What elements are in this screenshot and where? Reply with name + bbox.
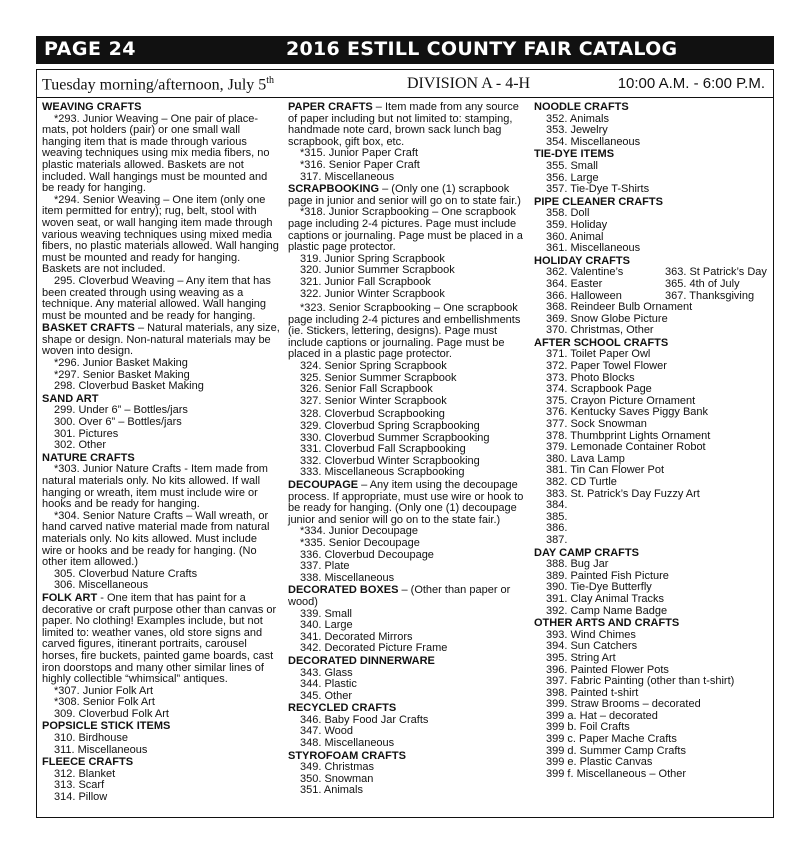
section-heading	[42, 593, 280, 686]
list-item: 372. Paper Towel Flower	[546, 360, 667, 373]
section-heading	[288, 102, 524, 148]
list-item: 330. Cloverbud Summer Scrapbooking	[300, 431, 490, 444]
section-title: SAND ART	[42, 392, 99, 405]
list-item: 368. Reindeer Bulb Ornament	[546, 301, 693, 314]
list-item: 378. Thumbprint Lights Ornament	[546, 429, 711, 442]
list-item: 365. 4th of July	[665, 277, 740, 290]
list-item: 356. Large	[546, 171, 599, 184]
list-item: 360. Animal	[546, 230, 604, 243]
list-item: 310. Birdhouse	[54, 732, 128, 745]
section-weaving	[42, 102, 280, 322]
class-295: 295. Cloverbud Weaving – Any item that has been created through using weaving as a technique. Any material allowed. Wall hanging must be mounted and be ready for hanging.	[42, 274, 271, 322]
section-desc: – (Other than paper or wood)	[288, 584, 511, 608]
list-item: 399 a. Hat – decorated	[546, 709, 658, 722]
list-item: 346. Baby Food Jar Crafts	[300, 713, 429, 726]
class-303: *303. Junior Nature Crafts - Item made from natural materials only. No kits allowed. If wall hanging or wreath, item must include wire or hooks and be ready for hanging.	[42, 463, 268, 511]
list-item: *308. Senior Folk Art	[54, 696, 155, 709]
column-3	[534, 101, 772, 780]
list-item: 367. Thanksgiving	[665, 289, 755, 302]
section-title: DECOUPAGE	[288, 479, 359, 491]
list-item: 309. Cloverbud Folk Art	[54, 707, 169, 720]
schedule-day-suffix: th	[266, 75, 275, 86]
section-scrapbooking	[288, 184, 524, 479]
list-item: 321. Junior Fall Scrapbook	[300, 275, 431, 288]
class-304: *304. Senior Nature Crafts – Wall wreath, or hand carved native material made from natural materials only. No kits allowed. Must include wire or hooks and be ready for hanging. (No other item allowed.)	[42, 509, 270, 569]
list-item: 336. Cloverbud Decoupage	[300, 548, 434, 561]
list-item: 389. Painted Fish Picture	[546, 569, 669, 582]
list-item: 399 d. Summer Camp Crafts	[546, 744, 686, 757]
section-recycled	[288, 703, 524, 749]
list-item: 348. Miscellaneous	[300, 737, 395, 750]
list-item: 393. Wind Chimes	[546, 628, 636, 641]
section-basket	[42, 323, 280, 393]
section-tie-dye	[534, 149, 772, 195]
list-item: *307. Junior Folk Art	[54, 684, 154, 697]
section-title: NATURE CRAFTS	[42, 451, 135, 464]
section-title: NOODLE CRAFTS	[534, 101, 629, 113]
list-item: 313. Scarf	[54, 779, 105, 792]
list-item: *316. Senior Paper Craft	[300, 158, 420, 171]
list-item: 380. Lava Lamp	[546, 452, 625, 465]
section-desc: – Any item using the decoupage process. If appropriate, must use wire or hook to be ready for hanging. (Only one (1) decoupage junior and senior will go on to the state fair.)	[288, 479, 524, 526]
list-item: 347. Wood	[300, 725, 354, 738]
list-item: 332. Cloverbud Winter Scrapbooking	[300, 454, 480, 467]
list-item: 376. Kentucky Saves Piggy Bank	[546, 406, 709, 419]
list-item: 385.	[546, 510, 568, 523]
section-title: DAY CAMP CRAFTS	[534, 546, 639, 559]
list-item: 317. Miscellaneous	[300, 170, 395, 183]
page-banner	[36, 36, 774, 64]
list-item: 395. String Art	[546, 651, 616, 664]
list-item: 391. Clay Animal Tracks	[546, 592, 664, 605]
list-item: 383. St. Patrick’s Day Fuzzy Art	[546, 487, 700, 500]
list-item: 339. Small	[300, 607, 352, 620]
column-1	[42, 101, 280, 804]
list-item: 326. Senior Fall Scrapbook	[300, 383, 433, 396]
section-noodle	[534, 102, 772, 148]
section-desc: - One item that has paint for a decorative or craft purpose other than canvas or paper. No clothing! Examples include, but not limited to: weather vanes, old store signs and carved figures, itinerant portraits, carousel horses, fire buckets, painted game boards, cast iron doorstops and many other similar lines of highly collectible “whimsical” antiques.	[42, 591, 277, 686]
section-holiday	[534, 256, 772, 337]
list-item: 369. Snow Globe Picture	[546, 312, 668, 325]
list-item: 351. Animals	[300, 784, 363, 797]
section-heading	[42, 323, 280, 358]
list-item: 362. Valentine’s	[546, 266, 624, 279]
list-item: 342. Decorated Picture Frame	[300, 642, 448, 655]
section-title: FOLK ART	[42, 591, 98, 604]
list-item: 306. Miscellaneous	[54, 579, 149, 592]
section-title: DECORATED BOXES	[288, 584, 399, 597]
list-item: 331. Cloverbud Fall Scrapbooking	[300, 443, 466, 456]
column-2	[288, 101, 524, 797]
schedule-day-text: Tuesday morning/afternoon, July 5	[42, 76, 267, 94]
list-item: 314. Pillow	[54, 791, 108, 804]
list-item: 399 e. Plastic Canvas	[546, 756, 653, 769]
list-item: 375. Crayon Picture Ornament	[546, 394, 696, 407]
section-title: POPSICLE STICK ITEMS	[42, 720, 171, 733]
list-item: *315. Junior Paper Craft	[300, 147, 419, 160]
section-other-arts	[534, 618, 772, 780]
catalog-title: 2016 ESTILL COUNTY FAIR CATALOG	[286, 38, 678, 60]
list-item: *297. Senior Basket Making	[54, 368, 190, 381]
list-item: 298. Cloverbud Basket Making	[54, 380, 204, 393]
list-item: 399. Straw Brooms – decorated	[546, 698, 701, 711]
schedule-day	[42, 75, 274, 94]
section-title: PIPE CLEANER CRAFTS	[534, 195, 663, 208]
list-item: 384.	[546, 499, 568, 512]
list-item: 312. Blanket	[54, 767, 116, 780]
section-popsicle	[42, 721, 280, 756]
section-paper	[288, 102, 524, 183]
section-title: BASKET CRAFTS	[42, 322, 135, 335]
list-item: *296. Junior Basket Making	[54, 357, 188, 370]
list-item: 392. Camp Name Badge	[546, 604, 668, 617]
list-item: 305. Cloverbud Nature Crafts	[54, 567, 198, 580]
class-293: *293. Junior Weaving – One pair of place-mats, pot holders (pair) or one small wall hanging item that is made through various weaving techniques using mix media fibers, no plastic materials allowed. Baskets are not included. Wall hangings must be mounted and be ready for hanging.	[42, 112, 270, 195]
section-desc: – Item made from any source of paper including but not limited to: stamping, handmade note card, brown sack lunch bag scrapbook, gift box, etc.	[288, 101, 519, 148]
list-item: 344. Plastic	[300, 678, 357, 691]
section-title: SCRAPBOOKING	[288, 183, 380, 196]
list-item: 388. Bug Jar	[546, 558, 609, 571]
section-title: OTHER ARTS AND CRAFTS	[534, 617, 680, 630]
list-item: 361. Miscellaneous	[546, 242, 641, 255]
list-item: 357. Tie-Dye T-Shirts	[546, 183, 650, 196]
section-decorated-boxes	[288, 585, 524, 655]
section-styrofoam	[288, 751, 524, 797]
list-item: 366. Halloween	[546, 289, 622, 302]
list-item: 394. Sun Catchers	[546, 640, 638, 653]
list-item: 300. Over 6” – Bottles/jars	[54, 416, 182, 429]
list-item: 349. Christmas	[300, 761, 374, 774]
list-item: 359. Holiday	[546, 218, 608, 231]
list-item: 387.	[546, 533, 568, 546]
list-item: 363. St Patrick’s Day	[665, 266, 767, 279]
list-item: 352. Animals	[546, 112, 609, 125]
list-item: 345. Other	[300, 689, 352, 702]
list-item: 364. Easter	[546, 277, 603, 290]
class-294: *294. Senior Weaving – One item (only one item permitted for entry); rug, belt, stool with woven seat, or wall hanging item made through various weaving techniques using mixed media fibers, no plastic materials allowed. Wall hanging must be mounted and ready for hanging. Baskets are not included.	[42, 193, 279, 276]
list-item: 386.	[546, 522, 568, 535]
section-title: DECORATED DINNERWARE	[288, 654, 435, 667]
section-decoupage	[288, 480, 524, 584]
list-item: 322. Junior Winter Scrapbook	[300, 287, 445, 300]
section-title: FLEECE CRAFTS	[42, 756, 134, 769]
list-item: 301. Pictures	[54, 427, 119, 440]
list-item: 319. Junior Spring Scrapbook	[300, 252, 445, 265]
section-dinnerware	[288, 656, 524, 702]
schedule-time: 10:00 A.M. - 6:00 P.M.	[617, 75, 765, 92]
list-item: 311. Miscellaneous	[54, 743, 148, 756]
list-item: 396. Painted Flower Pots	[546, 663, 669, 676]
class-323: *323. Senior Scrapbooking – One scrapbook page including 2-4 pictures and embellishments (ie. Stickers, lettering, designs). Page must include captions or journaling. Page must be placed in a plastic page protector.	[288, 302, 521, 361]
section-title: HOLIDAY CRAFTS	[534, 254, 630, 267]
list-item: 329. Cloverbud Spring Scrapbooking	[300, 420, 480, 433]
section-title: WEAVING CRAFTS	[42, 101, 142, 113]
section-day-camp	[534, 548, 772, 618]
list-item: 398. Painted t-shirt	[546, 686, 639, 699]
list-item: 373. Photo Blocks	[546, 371, 635, 384]
section-desc: – Natural materials, any size, shape or design. Non-natural materials may be woven into design.	[42, 322, 280, 358]
list-item: 399 f. Miscellaneous – Other	[546, 767, 687, 780]
list-item: 354. Miscellaneous	[546, 135, 641, 148]
list-item: 333. Miscellaneous Scrapbooking	[300, 466, 465, 479]
list-item: 327. Senior Winter Scrapbook	[300, 394, 447, 407]
list-item: 350. Snowman	[300, 772, 374, 785]
list-item: 337. Plate	[300, 560, 350, 573]
section-after-school	[534, 338, 772, 547]
section-fleece	[42, 757, 280, 803]
section-title: AFTER SCHOOL CRAFTS	[534, 336, 669, 349]
section-nature	[42, 453, 280, 592]
section-heading	[288, 184, 524, 207]
list-item: 382. CD Turtle	[546, 476, 617, 488]
section-title: TIE-DYE ITEMS	[534, 148, 615, 161]
list-item: 379. Lemonade Container Robot	[546, 441, 706, 454]
list-item: 341. Decorated Mirrors	[300, 630, 413, 643]
section-pipe-cleaner	[534, 197, 772, 255]
list-item: 340. Large	[300, 619, 353, 632]
division-label: DIVISION A - 4-H	[407, 75, 531, 92]
list-item: 343. Glass	[300, 666, 353, 679]
list-item: 377. Sock Snowman	[546, 418, 647, 431]
list-item: 324. Senior Spring Scrapbook	[300, 360, 447, 373]
section-title: STYROFOAM CRAFTS	[288, 749, 406, 762]
section-sand	[42, 394, 280, 452]
list-item: 374. Scrapbook Page	[546, 383, 652, 396]
section-title: RECYCLED CRAFTS	[288, 702, 397, 715]
list-item: 338. Miscellaneous	[300, 571, 395, 584]
schedule-header	[37, 70, 773, 98]
list-item-pair	[534, 279, 772, 291]
list-item: 370. Christmas, Other	[546, 324, 654, 337]
list-item: 320. Junior Summer Scrapbook	[300, 264, 455, 277]
list-item: 399 c. Paper Mache Crafts	[546, 733, 677, 746]
section-folk	[42, 593, 280, 721]
list-item: 355. Small	[546, 159, 598, 172]
list-item: 325. Senior Summer Scrapbook	[300, 371, 457, 384]
page-number: PAGE 24	[44, 38, 137, 60]
list-item: 371. Toilet Paper Owl	[546, 348, 651, 361]
list-item: *334. Junior Decoupage	[300, 525, 419, 538]
list-item: 353. Jewelry	[546, 124, 608, 137]
section-heading	[288, 585, 524, 608]
list-item: *335. Senior Decoupage	[300, 536, 420, 549]
section-title: PAPER CRAFTS	[288, 101, 373, 113]
list-item: 390. Tie-Dye Butterfly	[546, 581, 652, 594]
section-desc: – (Only one (1) scrapbook page in junior and senior will go on to state fair.)	[288, 183, 521, 207]
list-item: 399 b. Foil Crafts	[546, 721, 630, 734]
catalog-frame	[36, 69, 774, 818]
list-item: 328. Cloverbud Scrapbooking	[300, 408, 445, 421]
class-318: *318. Junior Scrapbooking – One scrapbook page including 2-4 pictures. Page must include captions or journaling. Page must be placed in a plastic page protector.	[288, 206, 523, 254]
list-item: 381. Tin Can Flower Pot	[546, 464, 665, 477]
list-item: 358. Doll	[546, 207, 590, 220]
section-heading	[288, 480, 524, 526]
list-item: 299. Under 6” – Bottles/jars	[54, 404, 188, 417]
list-item: 397. Fabric Painting (other than t-shirt)	[546, 675, 735, 688]
list-item: 302. Other	[54, 439, 106, 452]
